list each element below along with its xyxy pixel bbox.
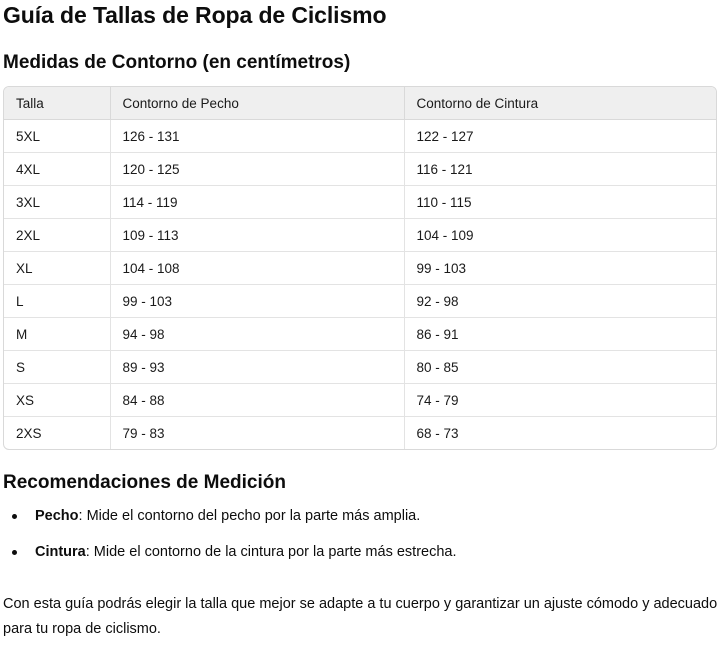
list-item — [0, 540, 457, 576]
size-table — [4, 87, 716, 449]
cell-size: 5XL — [4, 120, 110, 153]
cell-chest: 94 - 98 — [110, 318, 404, 351]
cell-waist: 122 - 127 — [404, 120, 716, 153]
cell-waist: 74 - 79 — [404, 384, 716, 417]
cell-waist: 80 - 85 — [404, 351, 716, 384]
section-heading-measurements: Medidas de Contorno (en centímetros) — [3, 52, 351, 73]
recommendation-text: : Mide el contorno del pecho por la parte más amplia. — [78, 508, 421, 524]
cell-chest: 120 - 125 — [110, 153, 404, 186]
cell-waist: 68 - 73 — [416, 425, 459, 441]
recommendations-list — [0, 504, 457, 576]
list-item — [0, 504, 457, 540]
table-row — [4, 318, 716, 351]
cell-waist: 92 - 98 — [404, 285, 716, 318]
table-header-row — [4, 87, 716, 120]
table-row — [4, 120, 716, 153]
recommendation-term: Pecho — [35, 508, 79, 524]
cell-waist: 86 - 91 — [404, 318, 716, 351]
table-row — [4, 285, 716, 318]
bullet-icon — [12, 514, 17, 519]
closing-paragraph: Con esta guía podrás elegir la talla que mejor se adapte a tu cuerpo y garantizar un ajuste cómodo y adecuado para tu ropa de ciclismo. — [3, 596, 718, 637]
cell-chest: 104 - 108 — [110, 252, 404, 285]
cell-size: 2XS — [4, 417, 110, 450]
cell-size: L — [4, 285, 110, 318]
cell-size: 4XL — [4, 153, 110, 186]
cell-waist: 99 - 103 — [404, 252, 716, 285]
cell-waist: 110 - 115 — [404, 186, 716, 219]
cell-chest: 84 - 88 — [110, 384, 404, 417]
table-row — [4, 252, 716, 285]
column-header-waist: Contorno de Cintura — [404, 87, 716, 120]
cell-waist: 116 - 121 — [404, 153, 716, 186]
recommendation-text: : Mide el contorno de la cintura por la parte más estrecha. — [85, 544, 457, 560]
cell-size: M — [4, 318, 110, 351]
cell-size: 2XL — [4, 219, 110, 252]
cell-chest: 126 - 131 — [110, 120, 404, 153]
cell-chest: 109 - 113 — [110, 219, 404, 252]
table-row — [4, 186, 716, 219]
table-row — [4, 153, 716, 186]
size-table-container — [3, 86, 717, 450]
column-header-size: Talla — [4, 87, 110, 120]
cell-size: XS — [4, 384, 110, 417]
cell-size: 3XL — [4, 186, 110, 219]
cell-chest: 114 - 119 — [110, 186, 404, 219]
table-row — [4, 417, 716, 450]
table-row — [4, 384, 716, 417]
cell-chest: 99 - 103 — [110, 285, 404, 318]
column-header-chest: Contorno de Pecho — [110, 87, 404, 120]
cell-size: S — [4, 351, 110, 384]
section-heading-recommendations: Recomendaciones de Medición — [3, 472, 286, 493]
bullet-icon — [12, 550, 17, 555]
cell-waist: 104 - 109 — [404, 219, 716, 252]
cell-chest: 79 - 83 — [110, 417, 404, 450]
recommendation-term: Cintura — [35, 544, 86, 560]
table-row — [4, 351, 716, 384]
cell-chest: 89 - 93 — [110, 351, 404, 384]
page-title: Guía de Tallas de Ropa de Ciclismo — [3, 2, 387, 28]
cell-size: XL — [4, 252, 110, 285]
table-row — [4, 219, 716, 252]
